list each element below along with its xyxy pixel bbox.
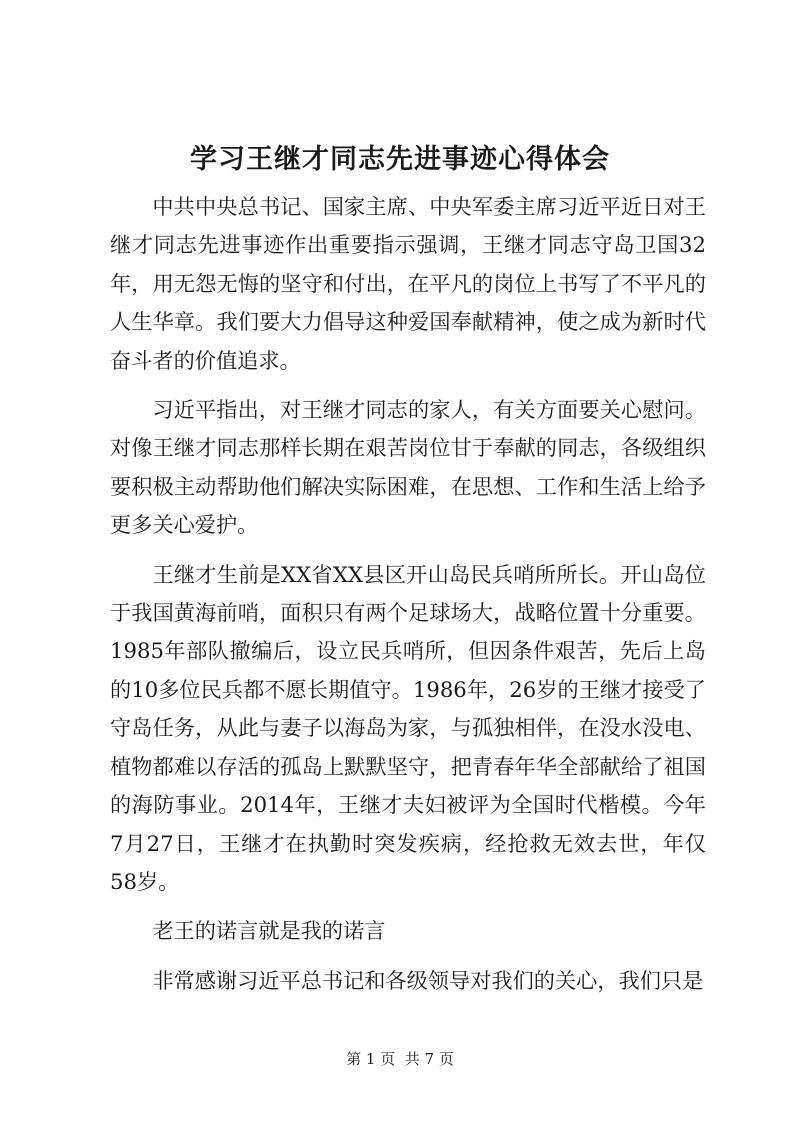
section-heading: 老王的诺言就是我的诺言: [152, 918, 386, 944]
page-number-label: 第 1 页 共 7 页: [346, 1050, 454, 1068]
page-footer: [0, 1048, 800, 1070]
document-body: [110, 188, 706, 1000]
paragraph-3: 王继才生前是XX省XX县区开山岛民兵哨所所长。开山岛位于我国黄海前哨，面积只有两个足球场大，战略位置十分重要。1985年部队撤编后，设立民兵哨所，但因条件艰苦，先后上岛的10多位民兵都不愿长期值守。1986年，26岁的王继才接受了守岛任务，从此与妻子以海岛为家，与孤独相伴，在没水没电、植物都难以存活的孤岛上默默坚守，把青春年华全部献给了祖国的海防事业。2014年，王继才夫妇被评为全国时代楷模。今年7月27日，王继才在执勤时突发疾病，经抢救无效去世，年仅58岁。: [110, 561, 706, 894]
paragraph-5: 非常感谢习近平总书记和各级领导对我们的关心，我们只是: [152, 967, 704, 993]
paragraph-1: 中共中央总书记、国家主席、中央军委主席习近平近日对王继才同志先进事迹作出重要指示强调，王继才同志守岛卫国32年，用无怨无悔的坚守和付出，在平凡的岗位上书写了不平凡的人生华章。我们要大力倡导这种爱国奉献精神，使之成为新时代奋斗者的价值追求。: [110, 194, 706, 373]
document-title: 学习王继才同志先进事迹心得体会: [190, 144, 610, 175]
paragraph-2: 习近平指出，对王继才同志的家人，有关方面要关心慰问。对像王继才同志那样长期在艰苦岗位甘于奉献的同志，各级组织要积极主动帮助他们解决实际困难，在思想、工作和生活上给予更多关心爱护。: [110, 397, 706, 538]
